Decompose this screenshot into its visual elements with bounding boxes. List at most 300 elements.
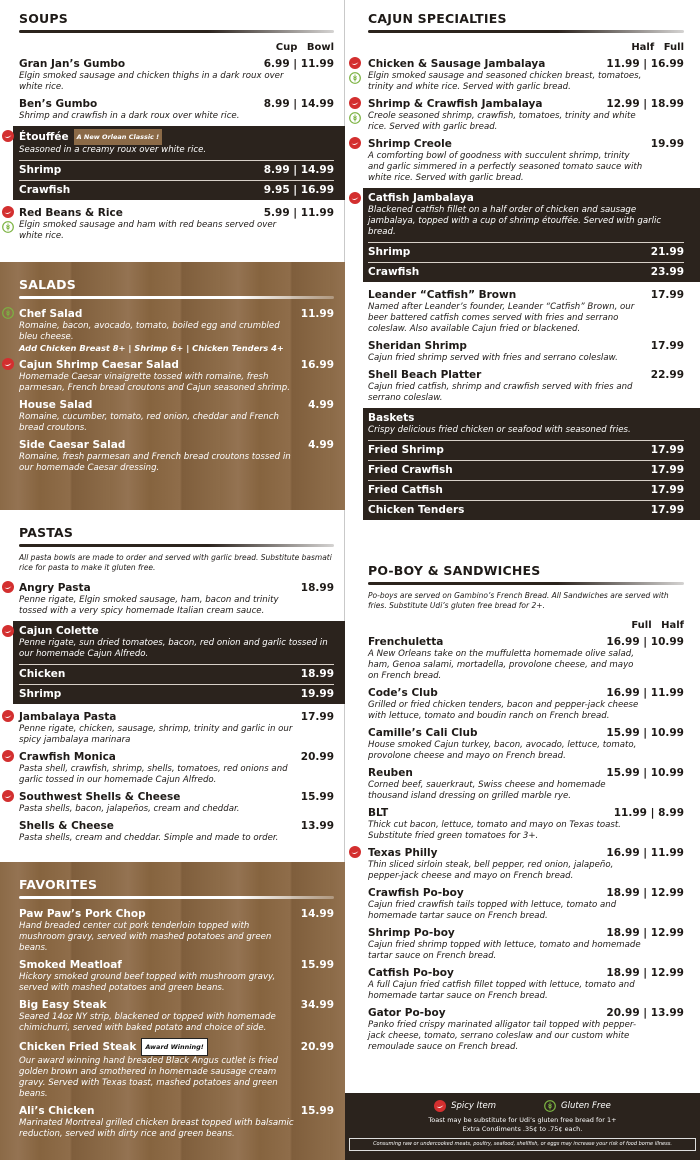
option-label: Fried Crawfish	[368, 464, 453, 476]
section-title: PO-BOY & SANDWICHES	[368, 563, 541, 578]
item-price: 16.99	[300, 359, 334, 371]
menu-item	[368, 368, 684, 404]
item-name	[19, 1038, 208, 1056]
price-column-header: Half Full	[631, 42, 684, 53]
option-label: Shrimp	[19, 688, 62, 700]
item-description: Named after Leander’s founder, Leander “Catfish” Brown, our beer battered catfish comes served with fries and serrano coleslaw. Also available Cajun fried or blackened.	[368, 302, 635, 334]
item-price: 14.99	[300, 908, 334, 920]
menu-footer	[345, 1093, 700, 1160]
menu-item-group	[363, 188, 700, 282]
item-name-text: Shell Beach Platter	[368, 369, 482, 381]
menu-section-soups	[0, 0, 345, 262]
item-name	[19, 624, 99, 638]
item-price: 18.99 | 12.99	[606, 927, 684, 939]
item-icons	[2, 581, 14, 593]
item-option-row	[368, 440, 684, 460]
item-name-text: Side Caesar Salad	[19, 439, 126, 451]
item-name-text: Catfish Jambalaya	[368, 192, 474, 204]
item-price: 15.99 | 10.99	[606, 767, 684, 779]
item-price: 4.99	[308, 439, 334, 451]
menu-item	[368, 766, 684, 802]
item-description: A full Cajun fried catfish fillet topped with lettuce, tomato and homemade tartar sauce on French bread.	[368, 980, 635, 1001]
item-price: 20.99	[300, 1041, 334, 1053]
section-title: PASTAS	[19, 525, 74, 540]
item-icons	[2, 710, 14, 722]
option-label: Fried Shrimp	[368, 444, 444, 456]
item-description: Romaine, cucumber, tomato, red onion, cheddar and French bread croutons.	[19, 412, 279, 433]
menu-item-group	[363, 408, 700, 520]
section-title: SALADS	[19, 277, 76, 292]
menu-item	[19, 57, 334, 93]
menu-item	[368, 886, 684, 922]
item-name	[368, 1006, 446, 1020]
menu-item-group	[13, 126, 345, 200]
spicy-icon	[2, 710, 14, 722]
item-name	[368, 846, 437, 860]
item-description: Corned beef, sauerkraut, Swiss cheese and homemade thousand island dressing on grilled marble rye.	[368, 780, 606, 801]
item-name-row	[19, 129, 334, 145]
spicy-icon	[349, 846, 361, 858]
item-name-row	[19, 1038, 334, 1056]
menu-item	[19, 750, 334, 786]
item-price: 15.99	[300, 791, 334, 803]
option-price: 9.95 | 16.99	[263, 184, 334, 196]
option-price: 21.99	[650, 246, 684, 258]
menu-item	[19, 1104, 334, 1140]
price-column-header: Cup Bowl	[275, 42, 334, 53]
legend-spicy: Spicy Item	[434, 1100, 496, 1112]
item-badge: A New Orlean Classic !	[74, 129, 163, 145]
item-description: Penne rigate, chicken, sausage, shrimp, trinity and garlic in our spicy jambalaya marinara	[19, 724, 293, 745]
item-name	[19, 750, 116, 764]
item-name	[368, 97, 542, 111]
menu-section-salads	[0, 262, 345, 510]
item-price: 18.99 | 12.99	[606, 887, 684, 899]
item-price: 17.99	[300, 711, 334, 723]
item-name-text: Big Easy Steak	[19, 999, 107, 1011]
spicy-icon	[349, 137, 361, 149]
item-name-row	[19, 438, 334, 452]
item-name-text: Gran Jan’s Gumbo	[19, 58, 126, 70]
option-label: Chicken	[19, 668, 66, 680]
item-description: Our award winning hand breaded Black Angus cutlet is fried golden brown and smothered in homemade sausage cream gravy. Served with Texas toast, mashed potatoes and green beans.	[19, 1056, 278, 1099]
item-option-row	[368, 480, 684, 500]
menu-item	[19, 307, 334, 354]
menu-section-pastas	[0, 510, 345, 860]
item-name-row	[19, 97, 334, 111]
menu-item	[368, 288, 684, 335]
item-name	[368, 926, 455, 940]
section-divider	[368, 582, 684, 585]
spicy-icon	[2, 750, 14, 762]
menu-item	[368, 57, 684, 93]
item-option-row	[368, 460, 684, 480]
spicy-icon	[434, 1100, 446, 1112]
food-safety-disclaimer: Consuming raw or undercooked meats, poultry, seafood, shellfish, or eggs may increase your risk of food borne illness.	[349, 1138, 696, 1151]
item-name-text: Code’s Club	[368, 687, 438, 699]
item-name	[368, 411, 414, 425]
item-price: 20.99 | 13.99	[606, 1007, 684, 1019]
item-name-row	[368, 686, 684, 700]
menu-section-po-boy-sandwiches	[345, 548, 700, 1093]
item-name	[368, 966, 454, 980]
item-description: Cajun fried crawfish tails topped with lettuce, tomato and homemade tartar sauce on French bread.	[368, 900, 617, 921]
item-name	[19, 710, 116, 724]
item-price: 15.99 | 10.99	[606, 727, 684, 739]
option-price: 19.99	[300, 688, 334, 700]
item-option-row	[19, 160, 334, 180]
item-name	[368, 686, 438, 700]
item-name	[19, 358, 179, 372]
item-name-row	[368, 137, 684, 151]
item-name-row	[368, 368, 684, 382]
item-price: 15.99	[300, 959, 334, 971]
item-name	[19, 438, 125, 452]
item-name-text: Jambalaya Pasta	[19, 711, 117, 723]
item-name	[368, 339, 467, 353]
spicy-icon	[349, 57, 361, 69]
item-icons	[2, 358, 14, 370]
item-name	[368, 137, 452, 151]
item-price: 16.99 | 11.99	[606, 847, 684, 859]
item-option-row	[19, 664, 334, 684]
item-description: Pasta shells, bacon, jalapeños, cream and cheddar.	[19, 804, 240, 814]
menu-item	[368, 686, 684, 722]
item-price: 11.99 | 16.99	[606, 58, 684, 70]
item-name	[368, 766, 413, 780]
item-name-text: Cajun Shrimp Caesar Salad	[19, 359, 179, 371]
item-name-text: Chicken & Sausage Jambalaya	[368, 58, 546, 70]
footer-note: Extra Condiments .35¢ to .75¢ each.	[462, 1125, 583, 1133]
item-name-text: Sheridan Shrimp	[368, 340, 467, 352]
item-description: Elgin smoked sausage and ham with red beans served over white rice.	[19, 220, 277, 241]
item-description: Cajun fried shrimp topped with lettuce, tomato and homemade tartar sauce on French bread.	[368, 940, 641, 961]
option-label: Chicken Tenders	[368, 504, 465, 516]
item-name	[368, 635, 443, 649]
item-price: 34.99	[300, 999, 334, 1011]
item-icons	[2, 307, 14, 319]
option-label: Shrimp	[368, 246, 411, 258]
menu-item	[19, 998, 334, 1034]
menu-item	[368, 926, 684, 962]
item-name-text: Ali’s Chicken	[19, 1105, 95, 1117]
item-name	[19, 998, 107, 1012]
item-description: Cajun fried catfish, shrimp and crawfish served with fries and serrano coleslaw.	[368, 382, 633, 403]
item-price: 22.99	[650, 369, 684, 381]
item-name-text: Red Beans & Rice	[19, 207, 123, 219]
item-description: Thick cut bacon, lettuce, tomato and mayo on Texas toast. Substitute fried green tomatoes for 3+.	[368, 820, 621, 841]
gluten-free-icon	[349, 112, 361, 124]
item-name-text: Étouffée	[19, 131, 69, 143]
item-name-row	[368, 886, 684, 900]
menu-item	[19, 438, 334, 474]
spicy-icon	[2, 358, 14, 370]
item-name-text: Crawfish Monica	[19, 751, 116, 763]
item-description: A comforting bowl of goodness with succulent shrimp, trinity and garlic simmered in a perfectly seasoned tomato sauce with white rice. Served with garlic bread.	[368, 151, 643, 183]
menu-item	[19, 790, 334, 815]
item-name	[19, 1104, 95, 1118]
item-icons	[349, 846, 361, 858]
gluten-free-icon	[2, 307, 14, 319]
item-price: 16.99 | 11.99	[606, 687, 684, 699]
item-name	[368, 726, 478, 740]
gluten-free-icon	[2, 221, 14, 233]
item-name-row	[19, 581, 334, 595]
item-price: 12.99 | 18.99	[606, 98, 684, 110]
item-name-row	[19, 358, 334, 372]
item-option-row	[368, 262, 684, 282]
item-name-row	[19, 624, 334, 638]
section-title: FAVORITES	[19, 877, 98, 892]
item-icons	[2, 625, 14, 637]
item-badge: Award Winning!	[141, 1038, 207, 1056]
item-option-row	[19, 180, 334, 200]
item-name	[19, 307, 82, 321]
item-option-row	[368, 242, 684, 262]
item-description: Panko fried crispy marinated alligator tail topped with pepper-jack cheese, tomato, serrano coleslaw and our custom white remoulade sauce on French bread.	[368, 1020, 637, 1052]
item-name-text: Chicken Fried Steak	[19, 1041, 137, 1053]
item-name-text: Angry Pasta	[19, 582, 91, 594]
spicy-icon	[2, 790, 14, 802]
item-name	[19, 790, 180, 804]
item-icons	[2, 206, 14, 233]
item-option-row	[19, 684, 334, 704]
item-name-row	[19, 790, 334, 804]
menu-item	[19, 907, 334, 954]
item-icons	[2, 750, 14, 762]
section-divider	[19, 30, 334, 33]
item-name-text: Frenchuletta	[368, 636, 444, 648]
item-name-row	[368, 766, 684, 780]
item-name-text: Catfish Po-boy	[368, 967, 454, 979]
item-name	[368, 368, 481, 382]
option-label: Crawfish	[368, 266, 420, 278]
item-name-row	[19, 710, 334, 724]
item-name	[368, 191, 474, 205]
item-name-row	[368, 57, 684, 71]
item-description: Romaine, fresh parmesan and French bread croutons tossed in our homemade Caesar dressing.	[19, 452, 291, 473]
item-price: 17.99	[650, 340, 684, 352]
spicy-icon	[2, 206, 14, 218]
item-price: 16.99 | 10.99	[606, 636, 684, 648]
item-icons	[349, 137, 361, 149]
menu-item	[19, 819, 334, 844]
item-name	[19, 206, 123, 220]
item-name-text: Paw Paw’s Pork Chop	[19, 908, 146, 920]
section-note: All pasta bowls are made to order and served with garlic bread. Substitute basmati rice for pasta to make it gluten free.	[19, 553, 332, 572]
option-price: 23.99	[650, 266, 684, 278]
item-description: Penne rigate, Elgin smoked sausage, ham, bacon and trinity tossed with a very spicy homemade Italian cream sauce.	[19, 595, 279, 616]
option-price: 18.99	[300, 668, 334, 680]
item-name	[368, 288, 516, 302]
item-name-row	[19, 398, 334, 412]
item-description: Hand breaded center cut pork tenderloin topped with mushroom gravy, served with mashed potatoes and green beans.	[19, 921, 272, 953]
item-name-row	[368, 926, 684, 940]
item-price: 18.99	[300, 582, 334, 594]
item-name-text: Ben’s Gumbo	[19, 98, 98, 110]
item-name	[19, 581, 91, 595]
menu-item	[368, 97, 684, 133]
menu-item	[19, 1038, 334, 1100]
menu-item	[19, 958, 334, 994]
item-description: Cajun fried shrimp served with fries and serrano coleslaw.	[368, 353, 618, 363]
item-name-text: Texas Philly	[368, 847, 438, 859]
section-divider	[368, 30, 684, 33]
spicy-icon	[2, 625, 14, 637]
menu-item	[368, 846, 684, 882]
item-description: Pasta shells, cream and cheddar. Simple and made to order.	[19, 833, 279, 843]
item-price: 6.99 | 11.99	[263, 58, 334, 70]
item-description: Elgin smoked sausage and chicken thighs in a dark roux over white rice.	[19, 71, 284, 92]
item-name-row	[19, 57, 334, 71]
item-name-row	[368, 97, 684, 111]
item-description: A New Orleans take on the muffuletta homemade olive salad, ham, Genoa salami, mortadella, provolone cheese, and mayo on French bread.	[368, 649, 634, 681]
item-description: House smoked Cajun turkey, bacon, avocado, lettuce, tomato, provolone cheese and mayo on French bread.	[368, 740, 637, 761]
item-name-text: Reuben	[368, 767, 413, 779]
item-description: Homemade Caesar vinaigrette tossed with romaine, fresh parmesan, French bread croutons and Cajun seasoned shrimp.	[19, 372, 290, 393]
item-name	[368, 57, 545, 71]
item-description: Blackened catfish fillet on a half order of chicken and sausage jambalaya, topped with a cup of shrimp étouffée. Served with garlic bread.	[368, 205, 662, 237]
menu-item	[368, 137, 684, 184]
item-price: 11.99	[300, 308, 334, 320]
menu-section-favorites	[0, 862, 345, 1160]
item-option-row	[368, 500, 684, 520]
item-name-row	[19, 998, 334, 1012]
item-name-text: Smoked Meatloaf	[19, 959, 122, 971]
item-description: Seasoned in a creamy roux over white rice.	[19, 145, 207, 155]
item-price: 18.99 | 12.99	[606, 967, 684, 979]
item-description: Grilled or fried chicken tenders, bacon and pepper-jack cheese with lettuce, tomato and boudin ranch on French bread.	[368, 700, 639, 721]
item-description: Thin sliced sirloin steak, bell pepper, red onion, jalapeño, pepper-jack cheese and mayo on French bread.	[368, 860, 614, 881]
item-description: Elgin smoked sausage and seasoned chicken breast, tomatoes, trinity and white rice. Served with garlic bread.	[368, 71, 642, 92]
item-name-text: Chef Salad	[19, 308, 83, 320]
item-name-text: Shrimp Creole	[368, 138, 452, 150]
item-name-row	[19, 750, 334, 764]
item-name-row	[368, 806, 684, 820]
item-name-text: BLT	[368, 807, 389, 819]
item-name-text: House Salad	[19, 399, 93, 411]
item-name-row	[368, 339, 684, 353]
item-price: 11.99 | 8.99	[613, 807, 684, 819]
item-name	[19, 97, 97, 111]
item-name	[19, 907, 146, 921]
option-label: Fried Catfish	[368, 484, 443, 496]
item-name-text: Shells & Cheese	[19, 820, 114, 832]
menu-item	[368, 966, 684, 1002]
item-name	[19, 398, 92, 412]
gluten-free-icon	[544, 1100, 556, 1112]
menu-item	[368, 806, 684, 842]
item-price: 19.99	[650, 138, 684, 150]
menu-item	[19, 97, 334, 122]
item-name-row	[368, 726, 684, 740]
item-name-row	[368, 411, 684, 425]
item-name-row	[19, 958, 334, 972]
item-name-text: Crawfish Po-boy	[368, 887, 464, 899]
gluten-free-icon	[349, 72, 361, 84]
item-name-row	[19, 907, 334, 921]
item-price: 17.99	[650, 289, 684, 301]
item-name-row	[19, 1104, 334, 1118]
item-name-row	[368, 191, 684, 205]
price-column-header: Full Half	[631, 620, 684, 631]
item-name	[19, 819, 114, 833]
item-icons	[2, 130, 14, 142]
item-price: 13.99	[300, 820, 334, 832]
item-description: Shrimp and crawfish in a dark roux over white rice.	[19, 111, 240, 121]
item-name-row	[19, 307, 334, 321]
item-price: 15.99	[300, 1105, 334, 1117]
item-name	[19, 958, 122, 972]
menu-item	[368, 635, 684, 682]
menu-item	[19, 581, 334, 617]
spicy-icon	[2, 130, 14, 142]
item-description: Crispy delicious fried chicken or seafood with seasoned fries.	[368, 425, 631, 435]
item-name-row	[368, 966, 684, 980]
item-name-row	[368, 1006, 684, 1020]
item-description: Romaine, bacon, avocado, tomato, boiled egg and crumbled bleu cheese.	[19, 321, 280, 342]
item-name-row	[368, 846, 684, 860]
section-title: CAJUN SPECIALTIES	[368, 11, 507, 26]
item-price: 5.99 | 11.99	[263, 207, 334, 219]
footer-note: Toast may be substitute for Udi’s gluten free bread for 1+	[428, 1116, 617, 1124]
menu-item	[19, 398, 334, 434]
item-icons	[349, 192, 361, 204]
menu-item	[368, 1006, 684, 1053]
item-description: Marinated Montreal grilled chicken breast topped with balsamic reduction, served with dirty rice and green beans.	[19, 1118, 294, 1139]
item-icons	[349, 57, 361, 84]
option-price: 17.99	[650, 464, 684, 476]
item-description: Creole seasoned shrimp, crawfish, tomatoes, trinity and white rice. Served with garlic bread.	[368, 111, 636, 132]
section-divider	[19, 296, 334, 299]
item-name	[19, 57, 125, 71]
item-name-text: Southwest Shells & Cheese	[19, 791, 181, 803]
item-name-text: Shrimp Po-boy	[368, 927, 455, 939]
menu-item-group	[13, 621, 345, 704]
item-icons	[2, 790, 14, 802]
option-label: Crawfish	[19, 184, 71, 196]
item-name-text: Baskets	[368, 412, 415, 424]
item-name-row	[368, 288, 684, 302]
item-icons	[349, 97, 361, 124]
item-name-text: Camille’s Cali Club	[368, 727, 478, 739]
item-description: Penne rigate, sun dried tomatoes, bacon, red onion and garlic tossed in our homemade Cajun Alfredo.	[19, 638, 328, 659]
spicy-icon	[2, 581, 14, 593]
option-price: 17.99	[650, 504, 684, 516]
item-description: Hickory smoked ground beef topped with mushroom gravy, served with mashed potatoes and green beans.	[19, 972, 276, 993]
section-title: SOUPS	[19, 11, 68, 26]
option-price: 17.99	[650, 444, 684, 456]
item-description: Seared 14oz NY strip, blackened or topped with homemade chimichurri, served with baked potato and choice of side.	[19, 1012, 276, 1033]
spicy-icon	[349, 192, 361, 204]
item-price: 20.99	[300, 751, 334, 763]
item-name-row	[19, 206, 334, 220]
menu-item	[19, 206, 334, 242]
item-price: 8.99 | 14.99	[263, 98, 334, 110]
item-description: Pasta shell, crawfish, shrimp, shells, tomatoes, red onions and garlic tossed in our homemade Cajun Alfredo.	[19, 764, 288, 785]
item-name-text: Gator Po-boy	[368, 1007, 446, 1019]
item-name	[368, 886, 464, 900]
item-name-row	[19, 819, 334, 833]
item-name-text: Shrimp & Crawfish Jambalaya	[368, 98, 543, 110]
item-name-text: Leander “Catfish” Brown	[368, 289, 517, 301]
option-label: Shrimp	[19, 164, 62, 176]
item-price: 4.99	[308, 399, 334, 411]
menu-item	[368, 726, 684, 762]
item-name-row	[368, 635, 684, 649]
menu-item	[368, 339, 684, 364]
section-note: Po-boys are served on Gambino’s French Bread. All Sandwiches are served with fries. Substitute Udi’s gluten free bread for 2+.	[368, 591, 669, 610]
